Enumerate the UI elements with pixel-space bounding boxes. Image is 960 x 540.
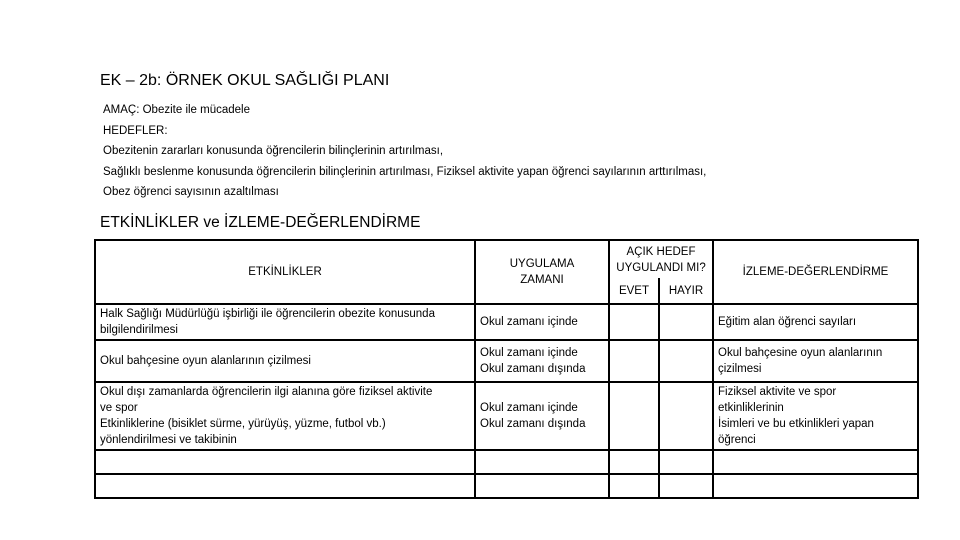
evaluation-cell[interactable]: [713, 450, 918, 474]
yes-cell[interactable]: [609, 450, 659, 474]
no-cell[interactable]: [659, 382, 713, 450]
activity-text: Halk Sağlığı Müdürlüğü işbirliği ile öğrencilerin obezite konusunda: [100, 308, 435, 320]
section-title: ETKİNLİKLER ve İZLEME-DEĞERLENDİRME: [100, 214, 421, 231]
goal-line: Sağlıklı beslenme konusunda öğrencilerin bilinçlerinin artırılması, Fiziksel aktivite yapan öğrenci sayılarının arttırılması,: [103, 165, 707, 178]
intro-block: [103, 100, 706, 203]
goal-line: Obez öğrenci sayısının azaltılması: [103, 186, 279, 198]
activity-text: yönlendirilmesi ve takibinin: [100, 434, 237, 446]
timing-text: Okul zamanı içinde: [480, 402, 578, 414]
header-activities: ETKİNLİKLER: [95, 240, 475, 304]
header-yes: EVET: [609, 278, 659, 304]
activity-text: Okul bahçesine oyun alanlarının çizilmesi: [100, 355, 311, 367]
yes-cell[interactable]: [609, 474, 659, 498]
evaluation-cell: [713, 304, 918, 340]
timing-cell: [475, 304, 609, 340]
document-title: EK – 2b: ÖRNEK OKUL SAĞLIĞI PLANI: [100, 72, 390, 89]
timing-text: Okul zamanı içinde: [480, 347, 578, 359]
plan-table: [94, 239, 919, 499]
table-row: [95, 304, 918, 340]
activity-cell: [95, 382, 475, 450]
timing-text: Okul zamanı içinde: [480, 316, 578, 328]
activity-cell: [95, 304, 475, 340]
timing-cell: [475, 340, 609, 382]
evaluation-text: çizilmesi: [718, 363, 762, 375]
yes-cell[interactable]: [609, 382, 659, 450]
table-row: [95, 340, 918, 382]
header-goal-line2: UYGULANDI MI?: [616, 261, 706, 274]
activity-cell[interactable]: [95, 474, 475, 498]
timing-cell[interactable]: [475, 474, 609, 498]
activity-text: Etkinliklerine (bisiklet sürme, yürüyüş, yüzme, futbol vb.): [100, 418, 386, 430]
no-cell[interactable]: [659, 304, 713, 340]
goal-line: Obezitenin zararları konusunda öğrencilerin bilinçlerinin artırılması,: [103, 145, 444, 157]
activity-cell: [95, 340, 475, 382]
header-evaluation: İZLEME-DEĞERLENDİRME: [713, 240, 918, 304]
table-row: [95, 450, 918, 474]
goals-heading: HEDEFLER:: [103, 124, 168, 137]
activity-text: Okul dışı zamanlarda öğrencilerin ilgi alanına göre fiziksel aktivite: [100, 386, 433, 398]
evaluation-text: öğrenci: [718, 434, 756, 446]
timing-text: Okul zamanı dışında: [480, 363, 586, 375]
evaluation-text: Eğitim alan öğrenci sayıları: [718, 316, 857, 328]
evaluation-cell[interactable]: [713, 474, 918, 498]
table-row: [95, 382, 918, 450]
timing-text: Okul zamanı dışında: [480, 418, 586, 430]
timing-cell: [475, 382, 609, 450]
header-timing-line2: ZAMANI: [520, 274, 564, 286]
evaluation-text: İsimleri ve bu etkinlikleri yapan: [718, 418, 874, 430]
header-timing: [475, 240, 609, 304]
evaluation-cell: [713, 340, 918, 382]
evaluation-text: Fiziksel aktivite ve spor: [718, 386, 837, 398]
evaluation-text: etkinliklerinin: [718, 402, 784, 414]
activity-text: bilgilendirilmesi: [100, 324, 178, 336]
header-no: HAYIR: [659, 278, 713, 304]
purpose-line: AMAÇ: Obezite ile mücadele: [103, 104, 251, 116]
yes-cell[interactable]: [609, 340, 659, 382]
no-cell[interactable]: [659, 474, 713, 498]
timing-cell[interactable]: [475, 450, 609, 474]
activity-cell[interactable]: [95, 450, 475, 474]
no-cell[interactable]: [659, 450, 713, 474]
header-timing-line1: UYGULAMA: [509, 258, 575, 270]
activity-text: ve spor: [100, 402, 138, 414]
evaluation-text: Okul bahçesine oyun alanlarının: [718, 347, 883, 359]
header-goal-line1: AÇIK HEDEF: [626, 245, 696, 258]
table-row: [95, 474, 918, 498]
no-cell[interactable]: [659, 340, 713, 382]
header-goal: [609, 240, 713, 278]
yes-cell[interactable]: [609, 304, 659, 340]
evaluation-cell: [713, 382, 918, 450]
